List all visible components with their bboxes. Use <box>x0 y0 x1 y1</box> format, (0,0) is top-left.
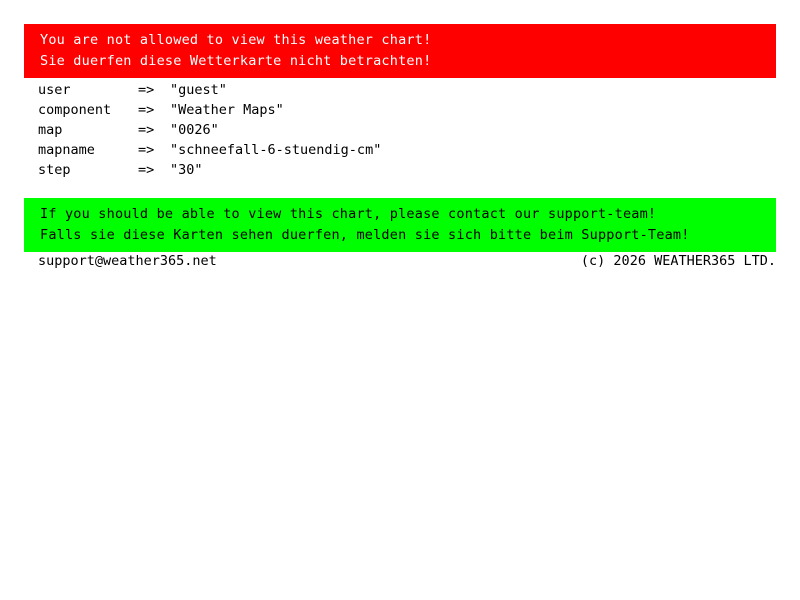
parameter-value: "Weather Maps" <box>170 102 284 118</box>
support-banner <box>24 198 776 252</box>
parameter-row-map <box>38 120 381 140</box>
parameter-row-user <box>38 80 381 100</box>
parameter-value: "0026" <box>170 122 219 138</box>
parameter-row-step <box>38 160 381 180</box>
error-banner <box>24 24 776 78</box>
error-banner-line-en: You are not allowed to view this weather chart! <box>40 32 432 48</box>
parameter-row-component <box>38 100 381 120</box>
parameter-arrow: => <box>138 122 155 138</box>
parameter-value: "schneefall-6-stuendig-cm" <box>170 142 382 158</box>
support-banner-line-en: If you should be able to view this chart, please contact our support-team! <box>40 206 657 222</box>
parameter-arrow: => <box>138 142 155 158</box>
footer <box>38 251 776 271</box>
parameter-key: user <box>38 82 71 98</box>
parameter-arrow: => <box>138 162 155 178</box>
parameter-key: step <box>38 162 71 178</box>
parameter-arrow: => <box>138 102 155 118</box>
parameter-key: component <box>38 102 112 118</box>
error-banner-line-de: Sie duerfen diese Wetterkarte nicht betrachten! <box>40 53 432 69</box>
parameter-row-mapname <box>38 140 381 160</box>
parameter-arrow: => <box>138 82 155 98</box>
parameter-list <box>38 80 381 180</box>
support-banner-line-de: Falls sie diese Karten sehen duerfen, melden sie sich bitte beim Support-Team! <box>40 227 690 243</box>
parameter-value: "guest" <box>170 82 227 98</box>
parameter-value: "30" <box>170 162 203 178</box>
parameter-key: map <box>38 122 63 138</box>
copyright-text: (c) 2026 WEATHER365 LTD. <box>580 253 776 269</box>
support-email-link[interactable]: support@weather365.net <box>38 253 217 269</box>
parameter-key: mapname <box>38 142 95 158</box>
